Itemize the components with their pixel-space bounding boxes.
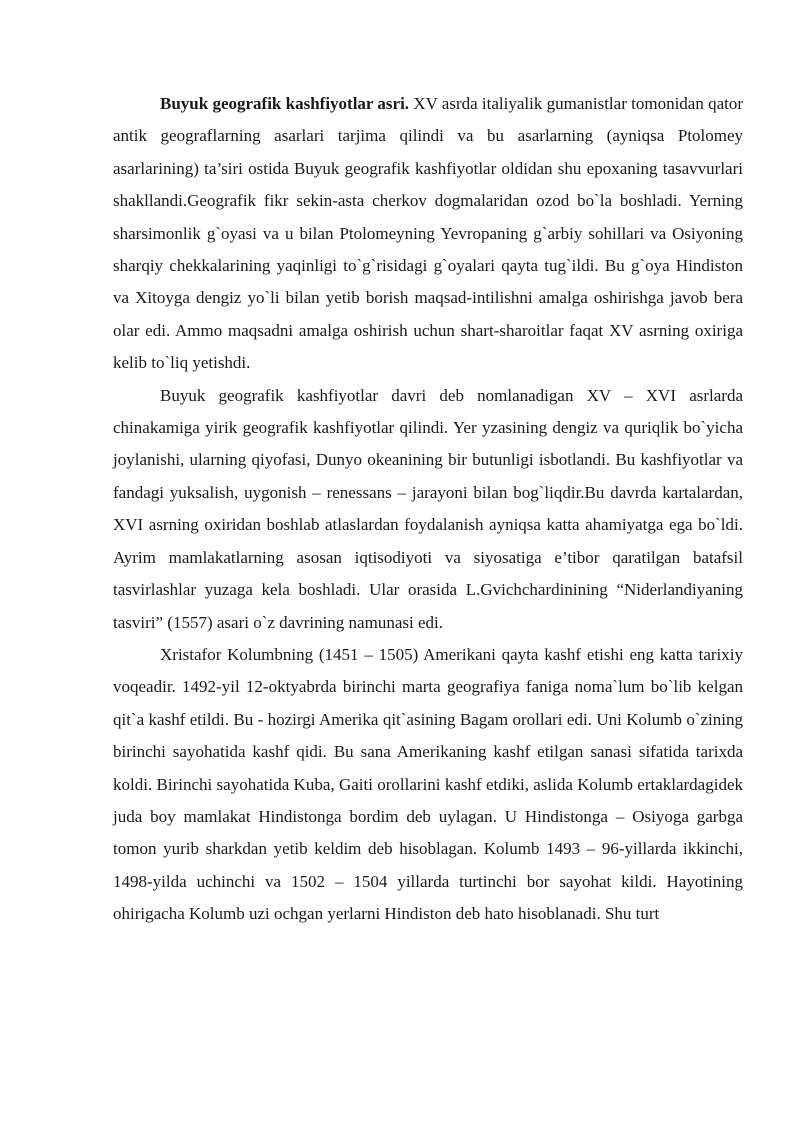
paragraph-2 (113, 380, 743, 639)
paragraph-1 (113, 88, 743, 380)
paragraph-3 (113, 639, 743, 931)
paragraph-2-text: Buyuk geografik kashfiyotlar davri deb nomlanadigan XV – XVI asrlarda chinakamiga yirik geografik kashfiyotlar qilindi. Yer yzasining dengiz va quriqlik bo`yicha joylanishi, ularning qiyofasi, Dunyo okeanining bir butunligi isbotlandi. Bu kashfiyotlar va fandagi yuksalish, uygonish – renessans – jarayoni bilan bog`liqdir.Bu davrda kartalardan, XVI asrning oxiridan boshlab atlaslardan foydalanish ayniqsa katta ahamiyatga ega bo`ldi. Ayrim mamlakatlarning asosan iqtisodiyoti va siyosatiga e’tibor qaratilgan batafsil tasvirlashlar yuzaga kela boshladi. Ular orasida L.Gvichchardinining “Niderlandiyaning tasviri” (1557) asari o`z davrining namunasi edi. (113, 385, 743, 632)
paragraph-1-text: XV asrda italiyalik gumanistlar tomonidan qator antik geograflarning asarlari tarjima qilindi va bu asarlarning (ayniqsa Ptolomey asarlarining) ta’siri ostida Buyuk geografik kashfiyotlar oldidan shu epoxaning tasavvurlari shakllandi.Geografik fikr sekin-asta cherkov dogmalaridan ozod bo`la boshladi. Yerning sharsimonlik g`oyasi va u bilan Ptolomeyning Yevropaning g`arbiy sohillari va Osiyoning sharqiy chekkalarining yaqinligi to`g`risidagi g`oyalari qayta tug`ildi. Bu g`oya Hindiston va Xitoyga dengiz yo`li bilan yetib borish maqsad-intilishni amalga oshirishga javob bera olar edi. Ammo maqsadni amalga oshirish uchun shart-sharoitlar faqat XV asrning oxiriga kelib to`liq yetishdi. (113, 94, 744, 373)
paragraph-3-text: Xristafor Kolumbning (1451 – 1505) Amerikani qayta kashf etishi eng katta tarixiy voqeadir. 1492-yil 12-oktyabrda birinchi marta geografiya faniga noma`lum bo`lib kelgan qit`a kashf etildi. Bu - hozirgi Amerika qit`asining Bagam orollari edi. Uni Kolumb o`zining birinchi sayohatida kashf qidi. Bu sana Amerikaning kashf etilgan sanasi sifatida tarixda koldi. Birinchi sayohatida Kuba, Gaiti orollarini kashf etdiki, aslida Kolumb ertaklardagidek juda boy mamlakat Hindistonga bordim deb uylagan. U Hindistonga – Osiyoga garbga tomon yurib sharkdan yetib keldim deb hisoblagan. Kolumb 1493 – 96-yillarda ikkinchi, 1498-yilda uchinchi va 1502 – 1504 yillarda turtinchi bor sayohat kildi. Hayotining ohirigacha Kolumb uzi ochgan yerlarni Hindiston deb hato hisoblanadi. Shu turt (113, 644, 743, 924)
document-page (113, 88, 743, 931)
section-heading: Buyuk geografik kashfiyotlar asri. (160, 94, 410, 113)
